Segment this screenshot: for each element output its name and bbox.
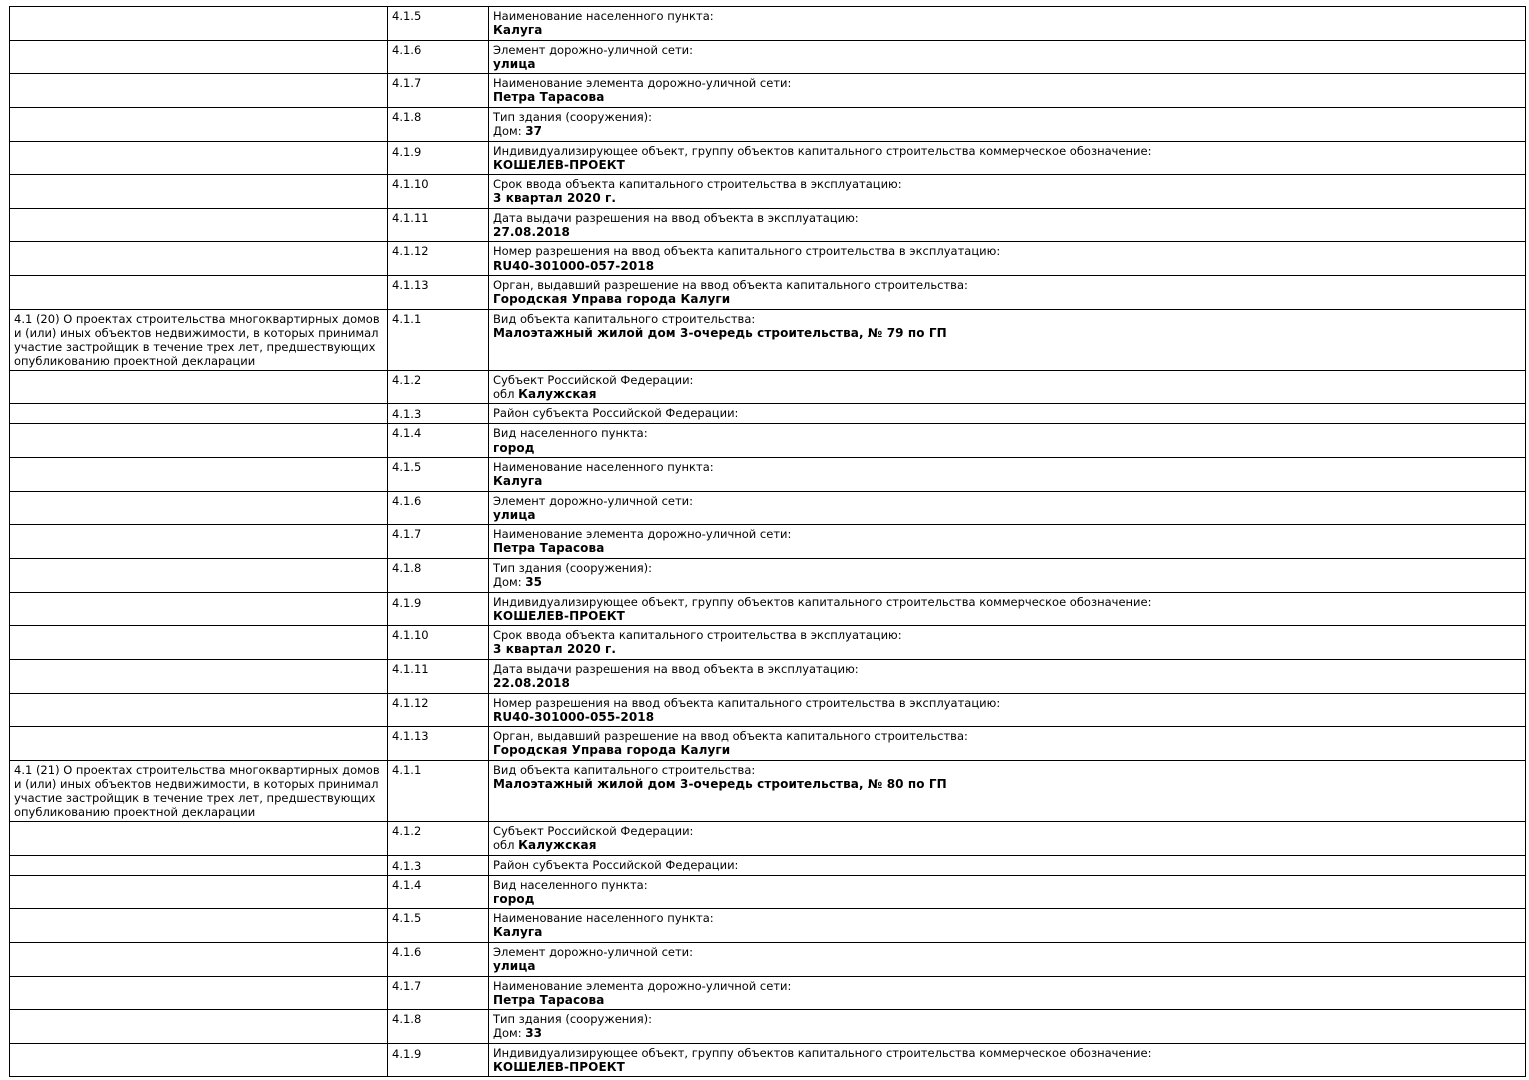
row-value-bold: Калужская: [518, 837, 597, 852]
row-value-cell: [489, 909, 1526, 943]
table-row: [10, 821, 1526, 855]
row-value: КОШЕЛЕВ-ПРОЕКТ: [493, 608, 625, 623]
row-label: Дата выдачи разрешения на ввод объекта в эксплуатацию:: [493, 210, 859, 225]
table-row: [10, 7, 1526, 41]
row-value-prefix: Дом:: [493, 575, 526, 590]
row-value: [493, 124, 542, 138]
row-label: Наименование населенного пункта:: [493, 911, 714, 926]
row-value: RU40-301000-055-2018: [493, 709, 655, 724]
section-blank-cell: [10, 693, 388, 727]
row-label: Вид объекта капитального строительства:: [493, 311, 756, 326]
table-row: [10, 976, 1526, 1010]
table-row: [10, 208, 1526, 242]
row-code: 4.1.7: [388, 525, 489, 559]
section-blank-cell: [10, 424, 388, 458]
table-row: [10, 491, 1526, 525]
row-code: 4.1.9: [388, 141, 489, 175]
row-label: Орган, выдавший разрешение на ввод объекта капитального строительства:: [493, 729, 968, 744]
row-label: Элемент дорожно-уличной сети:: [493, 42, 694, 57]
row-code: 4.1.1: [388, 309, 489, 370]
row-code: 4.1.5: [388, 7, 489, 41]
row-value-cell: [489, 458, 1526, 492]
row-value-cell: [489, 976, 1526, 1010]
row-code: 4.1.8: [388, 559, 489, 593]
table-row: [10, 276, 1526, 310]
row-value: город: [493, 440, 535, 455]
row-label: Вид объекта капитального строительства:: [493, 762, 756, 777]
row-label: Наименование элемента дорожно-уличной сети:: [493, 76, 792, 91]
row-code: 4.1.10: [388, 175, 489, 209]
row-value: КОШЕЛЕВ-ПРОЕКТ: [493, 157, 625, 172]
row-code: 4.1.7: [388, 976, 489, 1010]
row-value-cell: [489, 1043, 1526, 1077]
table-row: [10, 659, 1526, 693]
section-blank-cell: [10, 592, 388, 626]
row-code: 4.1.8: [388, 1010, 489, 1044]
row-label: Наименование населенного пункта:: [493, 9, 714, 23]
section-blank-cell: [10, 525, 388, 559]
row-value-cell: [489, 727, 1526, 761]
table-row: [10, 242, 1526, 276]
row-code: 4.1.6: [388, 40, 489, 74]
row-value-cell: [489, 175, 1526, 209]
row-label: Наименование населенного пункта:: [493, 460, 714, 475]
row-label: Тип здания (сооружения):: [493, 1012, 653, 1027]
row-value-bold: 35: [525, 575, 543, 590]
row-label: Номер разрешения на ввод объекта капитального строительства в эксплуатацию:: [493, 244, 1001, 259]
row-label: Элемент дорожно-уличной сети:: [493, 493, 694, 508]
row-value: КОШЕЛЕВ-ПРОЕКТ: [493, 1059, 625, 1074]
row-label: Орган, выдавший разрешение на ввод объекта капитального строительства:: [493, 278, 968, 293]
row-value: [493, 1026, 542, 1040]
row-code: 4.1.5: [388, 909, 489, 943]
table-row: [10, 1010, 1526, 1044]
section-blank-cell: [10, 491, 388, 525]
row-value: улица: [493, 958, 536, 973]
row-value-cell: [489, 107, 1526, 141]
row-code: 4.1.12: [388, 242, 489, 276]
row-value-cell: [489, 821, 1526, 855]
row-code: 4.1.3: [388, 404, 489, 424]
section-blank-cell: [10, 942, 388, 976]
row-value-cell: [489, 208, 1526, 242]
section-blank-cell: [10, 141, 388, 175]
row-value: Петра Тарасова: [493, 90, 605, 105]
section-blank-cell: [10, 855, 388, 875]
row-code: 4.1.8: [388, 107, 489, 141]
row-value-bold: Калужская: [518, 386, 597, 401]
row-value: Городская Управа города Калуги: [493, 743, 731, 758]
row-value-cell: [489, 559, 1526, 593]
table-row: [10, 559, 1526, 593]
row-code: 4.1.5: [388, 458, 489, 492]
row-value-prefix: Дом:: [493, 1026, 526, 1041]
row-label: Индивидуализирующее объект, группу объектов капитального строительства коммерческое обозначение:: [493, 143, 1152, 158]
table-row: [10, 525, 1526, 559]
row-code: 4.1.7: [388, 74, 489, 108]
row-code: 4.1.9: [388, 592, 489, 626]
row-label: Наименование элемента дорожно-уличной сети:: [493, 978, 792, 993]
table-row: [10, 942, 1526, 976]
row-value-cell: [489, 141, 1526, 175]
section-blank-cell: [10, 659, 388, 693]
row-label: Район субъекта Российской Федерации:: [493, 406, 739, 421]
row-code: 4.1.11: [388, 659, 489, 693]
row-label: Элемент дорожно-уличной сети:: [493, 944, 694, 959]
row-value: город: [493, 891, 535, 906]
section-blank-cell: [10, 370, 388, 404]
row-code: 4.1.6: [388, 942, 489, 976]
table-row: [10, 424, 1526, 458]
row-value-cell: [489, 7, 1526, 41]
table-row: [10, 909, 1526, 943]
row-code: 4.1.4: [388, 424, 489, 458]
section-blank-cell: [10, 821, 388, 855]
section-title-cell: 4.1 (20) О проектах строительства многоквартирных домов и (или) иных объектов недвижимости, в которых принимал участие застройщик в течение трех лет, предшествующих опубликованию проектной декларации: [10, 309, 388, 370]
table-row: [10, 727, 1526, 761]
declaration-table: [9, 6, 1526, 1077]
table-row: [10, 760, 1526, 821]
row-value-cell: [489, 693, 1526, 727]
row-value-cell: [489, 525, 1526, 559]
section-blank-cell: [10, 7, 388, 41]
row-label: Срок ввода объекта капитального строительства в эксплуатацию:: [493, 177, 902, 192]
table-row: [10, 458, 1526, 492]
row-value: Городская Управа города Калуги: [493, 292, 731, 307]
row-code: 4.1.3: [388, 855, 489, 875]
row-value: [493, 838, 597, 852]
row-value: Малоэтажный жилой дом 3-очередь строительства, № 80 по ГП: [493, 776, 947, 791]
row-label: Наименование элемента дорожно-уличной сети:: [493, 527, 792, 542]
section-blank-cell: [10, 40, 388, 74]
row-value: 3 квартал 2020 г.: [493, 642, 617, 657]
row-value-cell: [489, 40, 1526, 74]
row-value: улица: [493, 56, 536, 71]
section-blank-cell: [10, 626, 388, 660]
table-row: [10, 175, 1526, 209]
table-row: [10, 404, 1526, 424]
row-value-cell: [489, 592, 1526, 626]
row-code: 4.1.13: [388, 727, 489, 761]
row-value-bold: 33: [525, 1026, 543, 1041]
row-value: Калуга: [493, 23, 543, 38]
row-value: Малоэтажный жилой дом 3-очередь строительства, № 79 по ГП: [493, 325, 947, 340]
row-value: 27.08.2018: [493, 224, 570, 239]
section-blank-cell: [10, 1043, 388, 1077]
section-blank-cell: [10, 404, 388, 424]
row-value-cell: [489, 855, 1526, 875]
row-value-cell: [489, 404, 1526, 424]
table-row: [10, 40, 1526, 74]
row-label: Срок ввода объекта капитального строительства в эксплуатацию:: [493, 628, 902, 643]
row-label: Вид населенного пункта:: [493, 426, 648, 441]
row-value-cell: [489, 942, 1526, 976]
section-blank-cell: [10, 458, 388, 492]
row-value: [493, 387, 597, 401]
row-value: 22.08.2018: [493, 675, 570, 690]
row-value-cell: [489, 760, 1526, 821]
row-value-cell: [489, 659, 1526, 693]
row-code: 4.1.9: [388, 1043, 489, 1077]
row-code: 4.1.6: [388, 491, 489, 525]
row-value-bold: 37: [525, 123, 543, 138]
table-row: [10, 74, 1526, 108]
row-label: Индивидуализирующее объект, группу объектов капитального строительства коммерческое обозначение:: [493, 594, 1152, 609]
row-label: Номер разрешения на ввод объекта капитального строительства в эксплуатацию:: [493, 695, 1001, 710]
row-value-cell: [489, 309, 1526, 370]
row-code: 4.1.4: [388, 875, 489, 909]
table-row: [10, 592, 1526, 626]
row-value-cell: [489, 424, 1526, 458]
row-value-cell: [489, 875, 1526, 909]
section-blank-cell: [10, 559, 388, 593]
section-blank-cell: [10, 875, 388, 909]
row-value-cell: [489, 370, 1526, 404]
row-code: 4.1.2: [388, 370, 489, 404]
section-blank-cell: [10, 107, 388, 141]
row-value-cell: [489, 242, 1526, 276]
row-label: Дата выдачи разрешения на ввод объекта в эксплуатацию:: [493, 661, 859, 676]
row-value-cell: [489, 626, 1526, 660]
row-value: улица: [493, 507, 536, 522]
table-row: [10, 693, 1526, 727]
row-code: 4.1.13: [388, 276, 489, 310]
row-label: Тип здания (сооружения):: [493, 561, 653, 576]
section-blank-cell: [10, 175, 388, 209]
row-code: 4.1.10: [388, 626, 489, 660]
section-blank-cell: [10, 976, 388, 1010]
row-value-cell: [489, 276, 1526, 310]
table-row: [10, 107, 1526, 141]
row-code: 4.1.1: [388, 760, 489, 821]
row-value: RU40-301000-057-2018: [493, 258, 655, 273]
table-row: [10, 370, 1526, 404]
table-row: [10, 141, 1526, 175]
section-blank-cell: [10, 909, 388, 943]
row-value: Петра Тарасова: [493, 541, 605, 556]
row-value-prefix: обл: [493, 386, 519, 401]
row-value: Калуга: [493, 925, 543, 940]
row-value-prefix: Дом:: [493, 123, 526, 138]
table-row: [10, 626, 1526, 660]
section-blank-cell: [10, 242, 388, 276]
table-row: [10, 1043, 1526, 1077]
row-code: 4.1.11: [388, 208, 489, 242]
row-code: 4.1.2: [388, 821, 489, 855]
section-blank-cell: [10, 1010, 388, 1044]
table-row: [10, 855, 1526, 875]
row-value-cell: [489, 74, 1526, 108]
row-label: Вид населенного пункта:: [493, 877, 648, 892]
row-label: Индивидуализирующее объект, группу объектов капитального строительства коммерческое обозначение:: [493, 1045, 1152, 1060]
row-code: 4.1.12: [388, 693, 489, 727]
section-blank-cell: [10, 74, 388, 108]
row-value: 3 квартал 2020 г.: [493, 191, 617, 206]
row-label: Субъект Российской Федерации:: [493, 823, 694, 838]
declaration-table-body: [10, 7, 1526, 1077]
section-blank-cell: [10, 208, 388, 242]
row-label: Район субъекта Российской Федерации:: [493, 857, 739, 872]
row-value: Калуга: [493, 474, 543, 489]
row-value-prefix: обл: [493, 837, 519, 852]
section-blank-cell: [10, 276, 388, 310]
row-value: [493, 575, 542, 589]
row-label: Субъект Российской Федерации:: [493, 372, 694, 387]
section-blank-cell: [10, 727, 388, 761]
section-title-cell: 4.1 (21) О проектах строительства многоквартирных домов и (или) иных объектов недвижимости, в которых принимал участие застройщик в течение трех лет, предшествующих опубликованию проектной декларации: [10, 760, 388, 821]
table-row: [10, 309, 1526, 370]
row-value: Петра Тарасова: [493, 992, 605, 1007]
row-value-cell: [489, 1010, 1526, 1044]
table-row: [10, 875, 1526, 909]
row-label: Тип здания (сооружения):: [493, 109, 653, 124]
row-value-cell: [489, 491, 1526, 525]
